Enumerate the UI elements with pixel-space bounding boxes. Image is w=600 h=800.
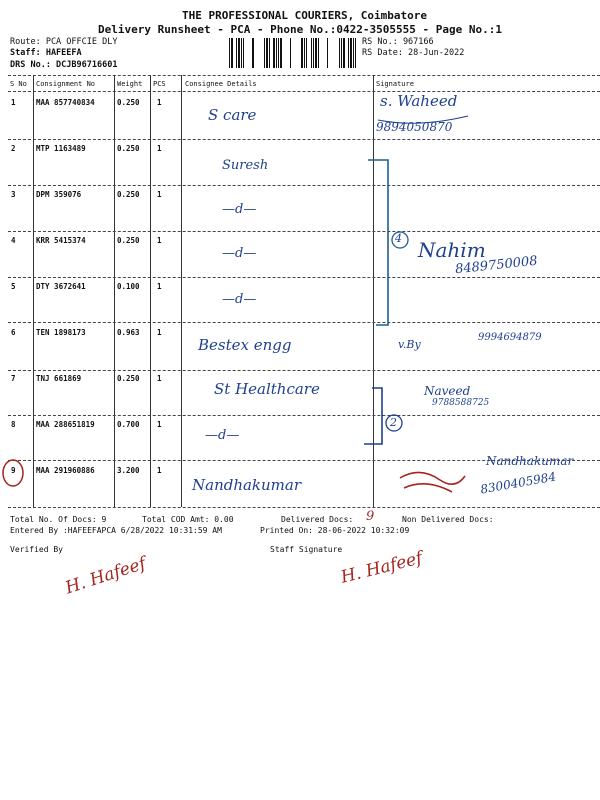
- entered-by: Entered By :HAFEEFAPCA 6/28/2022 10:31:59 AM: [10, 526, 222, 535]
- total-cod: Total COD Amt: 0.00: [142, 515, 234, 524]
- row-weight: 0.250: [117, 98, 140, 107]
- row-pcs: 1: [157, 190, 162, 199]
- row-consignment: MTP 1163489: [36, 144, 86, 153]
- row-pcs: 1: [157, 374, 162, 383]
- row-sno: 5: [11, 282, 16, 291]
- col-header-pcs: PCS: [153, 80, 166, 88]
- row-pcs: 1: [157, 282, 162, 291]
- row-pcs: 1: [157, 466, 162, 475]
- row-consignment: DPM 359076: [36, 190, 82, 199]
- verified-signature: H. Hafeef: [62, 553, 149, 599]
- row-circle: [3, 460, 23, 486]
- rs-date-label: RS Date: 28-Jun-2022: [362, 48, 465, 58]
- row-pcs: 1: [157, 236, 162, 245]
- row-phone-note: 9788588725: [432, 398, 490, 408]
- row-weight: 0.250: [117, 236, 140, 245]
- row-consignment: MAA 288651819: [36, 420, 95, 429]
- row-weight: 0.250: [117, 374, 140, 383]
- row-consignee: Nandhakumar: [192, 476, 302, 494]
- drs-label: DRS No.: DCJB96716601: [10, 60, 118, 70]
- row-sno: 4: [11, 236, 16, 245]
- row-sno: 7: [11, 374, 16, 383]
- row-consignee: St Healthcare: [214, 380, 320, 398]
- row-sno: 3: [11, 190, 16, 199]
- row-consignee: Bestex engg: [198, 336, 292, 354]
- row-weight: 0.100: [117, 282, 140, 291]
- row-sno: 6: [11, 328, 16, 337]
- row-phone-note: 8489750008: [454, 253, 539, 278]
- underline-mark: [378, 116, 468, 123]
- staff-label: Staff: HAFEEFA: [10, 48, 82, 58]
- rs-no-label: RS No.: 967166: [362, 37, 434, 47]
- row-consignee: S care: [208, 106, 257, 124]
- row-signature: v.By: [398, 338, 421, 351]
- row-consignee: —d—: [222, 202, 257, 217]
- runsheet-title: Delivery Runsheet - PCA - Phone No.:0422-3505555 - Page No.:1: [98, 23, 502, 36]
- col-header-consignment: Consignment No: [36, 80, 96, 88]
- row-pcs: 1: [157, 144, 162, 153]
- row-phone-note: 9894050870: [376, 120, 453, 134]
- row-sno: 2: [11, 144, 16, 153]
- row-phone-note: 8300405984: [479, 469, 557, 497]
- col-header-consignee: Consignee Details: [185, 80, 257, 88]
- route-label: Route: PCA OFFCIE DLY: [10, 37, 118, 47]
- company-title: THE PROFESSIONAL COURIERS, Coimbatore: [182, 9, 428, 22]
- col-header-weight: Weight: [117, 80, 143, 88]
- bracket-count-2: 2: [390, 416, 397, 429]
- delivered-docs: Delivered Docs:: [281, 515, 354, 524]
- non-delivered-docs: Non Delivered Docs:: [402, 515, 494, 524]
- row-weight: 0.250: [117, 190, 140, 199]
- row-consignment: KRR 5415374: [36, 236, 86, 245]
- staff-signature-label: Staff Signature: [270, 545, 343, 554]
- bracket-count-4: 4: [395, 232, 402, 245]
- row-weight: 0.700: [117, 420, 140, 429]
- row-weight: 0.963: [117, 328, 140, 337]
- row-consignment: MAA 291960886: [36, 466, 95, 475]
- row-signature: s. Waheed: [380, 92, 458, 110]
- row-pcs: 1: [157, 328, 162, 337]
- col-header-signature: Signature: [376, 80, 414, 88]
- row-signature: Nandhakumar: [486, 454, 574, 468]
- bracket-mark: [364, 388, 382, 444]
- scribble-mark: [400, 472, 465, 492]
- row-signature: Nahim: [418, 238, 486, 262]
- row-sno: 9: [11, 466, 16, 475]
- row-consignee: —d—: [222, 292, 257, 307]
- row-pcs: 1: [157, 420, 162, 429]
- row-signature: Naveed: [424, 384, 471, 398]
- row-weight: 0.250: [117, 144, 140, 153]
- delivered-count-hand: 9: [366, 509, 375, 524]
- row-pcs: 1: [157, 98, 162, 107]
- verified-by-label: Verified By: [10, 545, 63, 554]
- row-consignee: Suresh: [222, 158, 269, 173]
- row-consignment: TEN 1898173: [36, 328, 86, 337]
- row-consignment: DTY 3672641: [36, 282, 86, 291]
- bracket-mark: [368, 160, 388, 325]
- total-docs: Total No. Of Docs: 9: [10, 515, 107, 524]
- row-phone-note: 9994694879: [478, 332, 542, 343]
- row-consignee: —d—: [205, 428, 240, 443]
- row-weight: 3.200: [117, 466, 140, 475]
- row-sno: 1: [11, 98, 16, 107]
- row-consignment: TNJ 661869: [36, 374, 82, 383]
- staff-signature: H. Hafeef: [338, 548, 425, 588]
- col-header-sno: S No: [10, 80, 27, 88]
- row-consignment: MAA 857740834: [36, 98, 95, 107]
- row-consignee: —d—: [222, 246, 257, 261]
- row-sno: 8: [11, 420, 16, 429]
- printed-on: Printed On: 28-06-2022 10:32:09: [260, 526, 410, 535]
